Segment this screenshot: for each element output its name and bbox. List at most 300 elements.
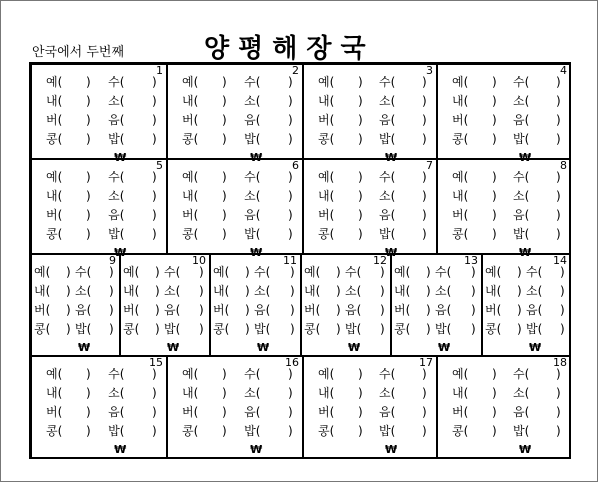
page-title: 양평해장국 bbox=[204, 34, 375, 64]
close-paren: ) bbox=[155, 322, 160, 336]
close-paren: ) bbox=[288, 113, 293, 127]
item-label-left: 내( bbox=[123, 284, 140, 298]
close-paren: ) bbox=[222, 189, 227, 203]
close-paren: ) bbox=[380, 284, 385, 298]
close-paren: ) bbox=[556, 424, 561, 438]
won-sign: ₩ bbox=[250, 443, 263, 456]
close-paren: ) bbox=[288, 94, 293, 108]
item-label-right: 음( bbox=[164, 303, 181, 317]
item-label-left: 콩( bbox=[213, 322, 230, 336]
item-label-left: 콩( bbox=[182, 227, 199, 241]
close-paren: ) bbox=[560, 265, 565, 279]
won-sign: ₩ bbox=[519, 246, 532, 259]
close-paren: ) bbox=[152, 208, 157, 222]
item-label-left: 내( bbox=[394, 284, 411, 298]
item-label-right: 소( bbox=[379, 386, 396, 400]
won-sign: ₩ bbox=[348, 341, 361, 354]
close-paren: ) bbox=[560, 284, 565, 298]
item-label-right: 음( bbox=[526, 303, 543, 317]
won-sign: ₩ bbox=[167, 341, 180, 354]
close-paren: ) bbox=[492, 367, 497, 381]
box-number: 1 bbox=[156, 64, 163, 77]
item-label-left: 예( bbox=[394, 265, 411, 279]
close-paren: ) bbox=[152, 424, 157, 438]
item-label-left: 예( bbox=[452, 170, 469, 184]
close-paren: ) bbox=[556, 94, 561, 108]
item-label-left: 버( bbox=[46, 113, 63, 127]
close-paren: ) bbox=[155, 303, 160, 317]
close-paren: ) bbox=[152, 386, 157, 400]
order-box bbox=[31, 356, 167, 459]
item-label-right: 소( bbox=[254, 284, 271, 298]
close-paren: ) bbox=[380, 303, 385, 317]
box-number: 9 bbox=[109, 254, 116, 267]
close-paren: ) bbox=[422, 367, 427, 381]
close-paren: ) bbox=[288, 170, 293, 184]
item-label-right: 수( bbox=[513, 75, 530, 89]
close-paren: ) bbox=[380, 322, 385, 336]
item-label-left: 버( bbox=[304, 303, 321, 317]
item-label-left: 예( bbox=[304, 265, 321, 279]
order-box bbox=[31, 159, 167, 259]
item-label-right: 소( bbox=[108, 386, 125, 400]
box-number: 3 bbox=[426, 64, 433, 77]
item-label-right: 수( bbox=[379, 367, 396, 381]
close-paren: ) bbox=[336, 265, 341, 279]
item-label-right: 수( bbox=[254, 265, 271, 279]
close-paren: ) bbox=[222, 75, 227, 89]
close-paren: ) bbox=[288, 75, 293, 89]
close-paren: ) bbox=[492, 94, 497, 108]
box-number: 6 bbox=[292, 159, 299, 172]
close-paren: ) bbox=[86, 386, 91, 400]
won-sign: ₩ bbox=[385, 443, 398, 456]
order-box bbox=[301, 254, 391, 356]
close-paren: ) bbox=[422, 208, 427, 222]
item-label-left: 내( bbox=[182, 94, 199, 108]
item-label-right: 밥( bbox=[526, 322, 543, 336]
item-label-left: 버( bbox=[452, 208, 469, 222]
item-label-right: 음( bbox=[108, 208, 125, 222]
close-paren: ) bbox=[86, 405, 91, 419]
close-paren: ) bbox=[290, 303, 295, 317]
close-paren: ) bbox=[66, 322, 71, 336]
close-paren: ) bbox=[426, 265, 431, 279]
close-paren: ) bbox=[422, 189, 427, 203]
item-label-right: 수( bbox=[244, 367, 261, 381]
item-label-right: 수( bbox=[435, 265, 452, 279]
item-label-right: 음( bbox=[513, 405, 530, 419]
item-label-left: 예( bbox=[318, 75, 335, 89]
item-label-right: 소( bbox=[108, 189, 125, 203]
close-paren: ) bbox=[245, 303, 250, 317]
won-sign: ₩ bbox=[438, 341, 451, 354]
close-paren: ) bbox=[245, 265, 250, 279]
close-paren: ) bbox=[155, 265, 160, 279]
item-label-right: 소( bbox=[435, 284, 452, 298]
close-paren: ) bbox=[358, 113, 363, 127]
order-box bbox=[167, 356, 303, 459]
item-label-right: 밥( bbox=[244, 227, 261, 241]
item-label-left: 예( bbox=[46, 367, 63, 381]
close-paren: ) bbox=[66, 265, 71, 279]
close-paren: ) bbox=[492, 386, 497, 400]
close-paren: ) bbox=[492, 424, 497, 438]
close-paren: ) bbox=[86, 189, 91, 203]
close-paren: ) bbox=[471, 265, 476, 279]
item-label-right: 음( bbox=[254, 303, 271, 317]
won-sign: ₩ bbox=[385, 151, 398, 164]
close-paren: ) bbox=[422, 75, 427, 89]
item-label-right: 음( bbox=[244, 405, 261, 419]
item-label-right: 수( bbox=[526, 265, 543, 279]
item-label-right: 음( bbox=[379, 208, 396, 222]
order-grid bbox=[29, 62, 571, 459]
item-label-right: 소( bbox=[244, 189, 261, 203]
close-paren: ) bbox=[86, 94, 91, 108]
item-label-left: 버( bbox=[182, 208, 199, 222]
close-paren: ) bbox=[560, 303, 565, 317]
close-paren: ) bbox=[492, 227, 497, 241]
close-paren: ) bbox=[492, 405, 497, 419]
close-paren: ) bbox=[152, 132, 157, 146]
item-label-right: 소( bbox=[513, 189, 530, 203]
won-sign: ₩ bbox=[385, 246, 398, 259]
close-paren: ) bbox=[422, 113, 427, 127]
order-box bbox=[210, 254, 301, 356]
item-label-left: 콩( bbox=[452, 227, 469, 241]
item-label-right: 밥( bbox=[108, 424, 125, 438]
box-number: 14 bbox=[553, 254, 567, 267]
item-label-left: 콩( bbox=[46, 424, 63, 438]
close-paren: ) bbox=[556, 132, 561, 146]
won-sign: ₩ bbox=[114, 151, 127, 164]
item-label-left: 내( bbox=[452, 94, 469, 108]
item-label-left: 버( bbox=[182, 113, 199, 127]
close-paren: ) bbox=[152, 367, 157, 381]
close-paren: ) bbox=[556, 189, 561, 203]
item-label-left: 콩( bbox=[46, 132, 63, 146]
close-paren: ) bbox=[288, 227, 293, 241]
subtitle: 안국에서 두번째 bbox=[32, 45, 125, 60]
won-sign: ₩ bbox=[78, 341, 91, 354]
close-paren: ) bbox=[336, 303, 341, 317]
item-label-left: 버( bbox=[318, 405, 335, 419]
close-paren: ) bbox=[492, 170, 497, 184]
close-paren: ) bbox=[556, 113, 561, 127]
close-paren: ) bbox=[492, 132, 497, 146]
item-label-right: 수( bbox=[379, 75, 396, 89]
item-label-right: 소( bbox=[379, 94, 396, 108]
close-paren: ) bbox=[358, 189, 363, 203]
item-label-right: 수( bbox=[513, 367, 530, 381]
close-paren: ) bbox=[86, 113, 91, 127]
item-label-left: 내( bbox=[318, 94, 335, 108]
close-paren: ) bbox=[426, 322, 431, 336]
item-label-left: 콩( bbox=[394, 322, 411, 336]
item-label-left: 버( bbox=[123, 303, 140, 317]
item-label-left: 예( bbox=[318, 170, 335, 184]
close-paren: ) bbox=[517, 303, 522, 317]
close-paren: ) bbox=[422, 386, 427, 400]
item-label-left: 내( bbox=[452, 386, 469, 400]
item-label-right: 밥( bbox=[513, 424, 530, 438]
box-number: 15 bbox=[149, 356, 163, 369]
close-paren: ) bbox=[556, 367, 561, 381]
close-paren: ) bbox=[290, 265, 295, 279]
close-paren: ) bbox=[222, 208, 227, 222]
close-paren: ) bbox=[222, 227, 227, 241]
item-label-left: 내( bbox=[46, 189, 63, 203]
close-paren: ) bbox=[86, 208, 91, 222]
close-paren: ) bbox=[471, 303, 476, 317]
close-paren: ) bbox=[109, 284, 114, 298]
order-box bbox=[391, 254, 482, 356]
close-paren: ) bbox=[422, 94, 427, 108]
close-paren: ) bbox=[86, 367, 91, 381]
close-paren: ) bbox=[222, 405, 227, 419]
item-label-right: 수( bbox=[513, 170, 530, 184]
close-paren: ) bbox=[380, 265, 385, 279]
close-paren: ) bbox=[222, 424, 227, 438]
item-label-left: 내( bbox=[485, 284, 502, 298]
item-label-left: 콩( bbox=[182, 424, 199, 438]
item-label-right: 음( bbox=[379, 113, 396, 127]
item-label-right: 음( bbox=[345, 303, 362, 317]
item-label-left: 콩( bbox=[452, 424, 469, 438]
close-paren: ) bbox=[86, 424, 91, 438]
item-label-left: 예( bbox=[46, 170, 63, 184]
item-label-left: 버( bbox=[394, 303, 411, 317]
close-paren: ) bbox=[288, 405, 293, 419]
close-paren: ) bbox=[288, 367, 293, 381]
order-box bbox=[437, 356, 571, 459]
item-label-right: 소( bbox=[75, 284, 92, 298]
box-number: 8 bbox=[560, 159, 567, 172]
item-label-left: 내( bbox=[182, 386, 199, 400]
won-sign: ₩ bbox=[529, 341, 542, 354]
item-label-left: 버( bbox=[182, 405, 199, 419]
close-paren: ) bbox=[492, 113, 497, 127]
won-sign: ₩ bbox=[114, 246, 127, 259]
close-paren: ) bbox=[422, 170, 427, 184]
close-paren: ) bbox=[222, 94, 227, 108]
close-paren: ) bbox=[358, 94, 363, 108]
item-label-left: 콩( bbox=[46, 227, 63, 241]
item-label-left: 콩( bbox=[182, 132, 199, 146]
item-label-left: 내( bbox=[318, 386, 335, 400]
close-paren: ) bbox=[358, 227, 363, 241]
close-paren: ) bbox=[152, 94, 157, 108]
box-number: 7 bbox=[426, 159, 433, 172]
item-label-right: 밥( bbox=[379, 424, 396, 438]
item-label-right: 소( bbox=[244, 386, 261, 400]
item-label-left: 버( bbox=[318, 208, 335, 222]
item-label-right: 음( bbox=[379, 405, 396, 419]
item-label-right: 음( bbox=[513, 208, 530, 222]
item-label-left: 콩( bbox=[34, 322, 51, 336]
close-paren: ) bbox=[426, 303, 431, 317]
order-box bbox=[303, 64, 437, 164]
item-label-right: 소( bbox=[513, 386, 530, 400]
close-paren: ) bbox=[290, 284, 295, 298]
close-paren: ) bbox=[358, 208, 363, 222]
item-label-right: 수( bbox=[244, 75, 261, 89]
close-paren: ) bbox=[222, 170, 227, 184]
item-label-right: 음( bbox=[244, 208, 261, 222]
item-label-left: 내( bbox=[213, 284, 230, 298]
item-label-right: 수( bbox=[164, 265, 181, 279]
close-paren: ) bbox=[422, 132, 427, 146]
order-box bbox=[303, 159, 437, 259]
close-paren: ) bbox=[336, 284, 341, 298]
close-paren: ) bbox=[222, 113, 227, 127]
item-label-left: 예( bbox=[452, 75, 469, 89]
close-paren: ) bbox=[560, 322, 565, 336]
order-box bbox=[437, 159, 571, 259]
item-label-right: 수( bbox=[244, 170, 261, 184]
item-label-left: 내( bbox=[452, 189, 469, 203]
close-paren: ) bbox=[66, 284, 71, 298]
box-number: 18 bbox=[553, 356, 567, 369]
item-label-right: 수( bbox=[108, 367, 125, 381]
order-box bbox=[482, 254, 571, 356]
won-sign: ₩ bbox=[257, 341, 270, 354]
close-paren: ) bbox=[556, 208, 561, 222]
close-paren: ) bbox=[109, 303, 114, 317]
close-paren: ) bbox=[86, 75, 91, 89]
item-label-left: 콩( bbox=[304, 322, 321, 336]
box-number: 13 bbox=[464, 254, 478, 267]
item-label-right: 수( bbox=[108, 75, 125, 89]
close-paren: ) bbox=[199, 265, 204, 279]
item-label-left: 예( bbox=[182, 75, 199, 89]
item-label-left: 예( bbox=[213, 265, 230, 279]
item-label-left: 예( bbox=[34, 265, 51, 279]
close-paren: ) bbox=[245, 322, 250, 336]
item-label-left: 내( bbox=[182, 189, 199, 203]
item-label-left: 내( bbox=[304, 284, 321, 298]
close-paren: ) bbox=[199, 322, 204, 336]
order-box bbox=[303, 356, 437, 459]
won-sign: ₩ bbox=[519, 443, 532, 456]
item-label-right: 음( bbox=[244, 113, 261, 127]
item-label-right: 소( bbox=[244, 94, 261, 108]
item-label-left: 버( bbox=[34, 303, 51, 317]
close-paren: ) bbox=[86, 170, 91, 184]
close-paren: ) bbox=[288, 189, 293, 203]
close-paren: ) bbox=[358, 424, 363, 438]
box-number: 16 bbox=[285, 356, 299, 369]
close-paren: ) bbox=[556, 75, 561, 89]
item-label-left: 버( bbox=[46, 405, 63, 419]
close-paren: ) bbox=[358, 170, 363, 184]
item-label-left: 콩( bbox=[485, 322, 502, 336]
box-number: 10 bbox=[192, 254, 206, 267]
item-label-right: 소( bbox=[379, 189, 396, 203]
item-label-left: 콩( bbox=[123, 322, 140, 336]
box-number: 17 bbox=[419, 356, 433, 369]
close-paren: ) bbox=[290, 322, 295, 336]
item-label-right: 음( bbox=[513, 113, 530, 127]
order-box bbox=[120, 254, 210, 356]
close-paren: ) bbox=[358, 405, 363, 419]
close-paren: ) bbox=[517, 265, 522, 279]
close-paren: ) bbox=[222, 132, 227, 146]
item-label-right: 음( bbox=[435, 303, 452, 317]
close-paren: ) bbox=[556, 405, 561, 419]
item-label-left: 버( bbox=[452, 113, 469, 127]
close-paren: ) bbox=[358, 132, 363, 146]
item-label-left: 내( bbox=[46, 386, 63, 400]
close-paren: ) bbox=[358, 386, 363, 400]
item-label-left: 예( bbox=[46, 75, 63, 89]
item-label-left: 콩( bbox=[318, 424, 335, 438]
close-paren: ) bbox=[556, 386, 561, 400]
close-paren: ) bbox=[517, 322, 522, 336]
close-paren: ) bbox=[66, 303, 71, 317]
won-sign: ₩ bbox=[250, 246, 263, 259]
item-label-right: 수( bbox=[345, 265, 362, 279]
close-paren: ) bbox=[152, 75, 157, 89]
close-paren: ) bbox=[155, 284, 160, 298]
won-sign: ₩ bbox=[519, 151, 532, 164]
item-label-left: 콩( bbox=[318, 227, 335, 241]
close-paren: ) bbox=[86, 132, 91, 146]
close-paren: ) bbox=[492, 75, 497, 89]
item-label-right: 수( bbox=[75, 265, 92, 279]
item-label-right: 밥( bbox=[513, 227, 530, 241]
box-number: 12 bbox=[373, 254, 387, 267]
close-paren: ) bbox=[152, 227, 157, 241]
item-label-right: 소( bbox=[526, 284, 543, 298]
item-label-right: 밥( bbox=[244, 424, 261, 438]
order-box bbox=[167, 64, 303, 164]
item-label-left: 예( bbox=[318, 367, 335, 381]
item-label-right: 수( bbox=[108, 170, 125, 184]
order-box bbox=[437, 64, 571, 164]
box-number: 4 bbox=[560, 64, 567, 77]
item-label-right: 밥( bbox=[244, 132, 261, 146]
order-box bbox=[31, 64, 167, 164]
close-paren: ) bbox=[245, 284, 250, 298]
close-paren: ) bbox=[288, 208, 293, 222]
close-paren: ) bbox=[86, 227, 91, 241]
item-label-right: 밥( bbox=[164, 322, 181, 336]
close-paren: ) bbox=[492, 208, 497, 222]
close-paren: ) bbox=[222, 386, 227, 400]
close-paren: ) bbox=[152, 170, 157, 184]
item-label-left: 예( bbox=[485, 265, 502, 279]
item-label-right: 소( bbox=[345, 284, 362, 298]
close-paren: ) bbox=[426, 284, 431, 298]
item-label-right: 밥( bbox=[513, 132, 530, 146]
close-paren: ) bbox=[152, 405, 157, 419]
box-number: 2 bbox=[292, 64, 299, 77]
close-paren: ) bbox=[109, 322, 114, 336]
item-label-right: 밥( bbox=[435, 322, 452, 336]
close-paren: ) bbox=[422, 227, 427, 241]
item-label-left: 버( bbox=[318, 113, 335, 127]
item-label-left: 버( bbox=[213, 303, 230, 317]
won-sign: ₩ bbox=[114, 443, 127, 456]
close-paren: ) bbox=[152, 113, 157, 127]
item-label-right: 소( bbox=[164, 284, 181, 298]
close-paren: ) bbox=[336, 322, 341, 336]
close-paren: ) bbox=[152, 189, 157, 203]
box-number: 11 bbox=[283, 254, 297, 267]
item-label-left: 버( bbox=[452, 405, 469, 419]
